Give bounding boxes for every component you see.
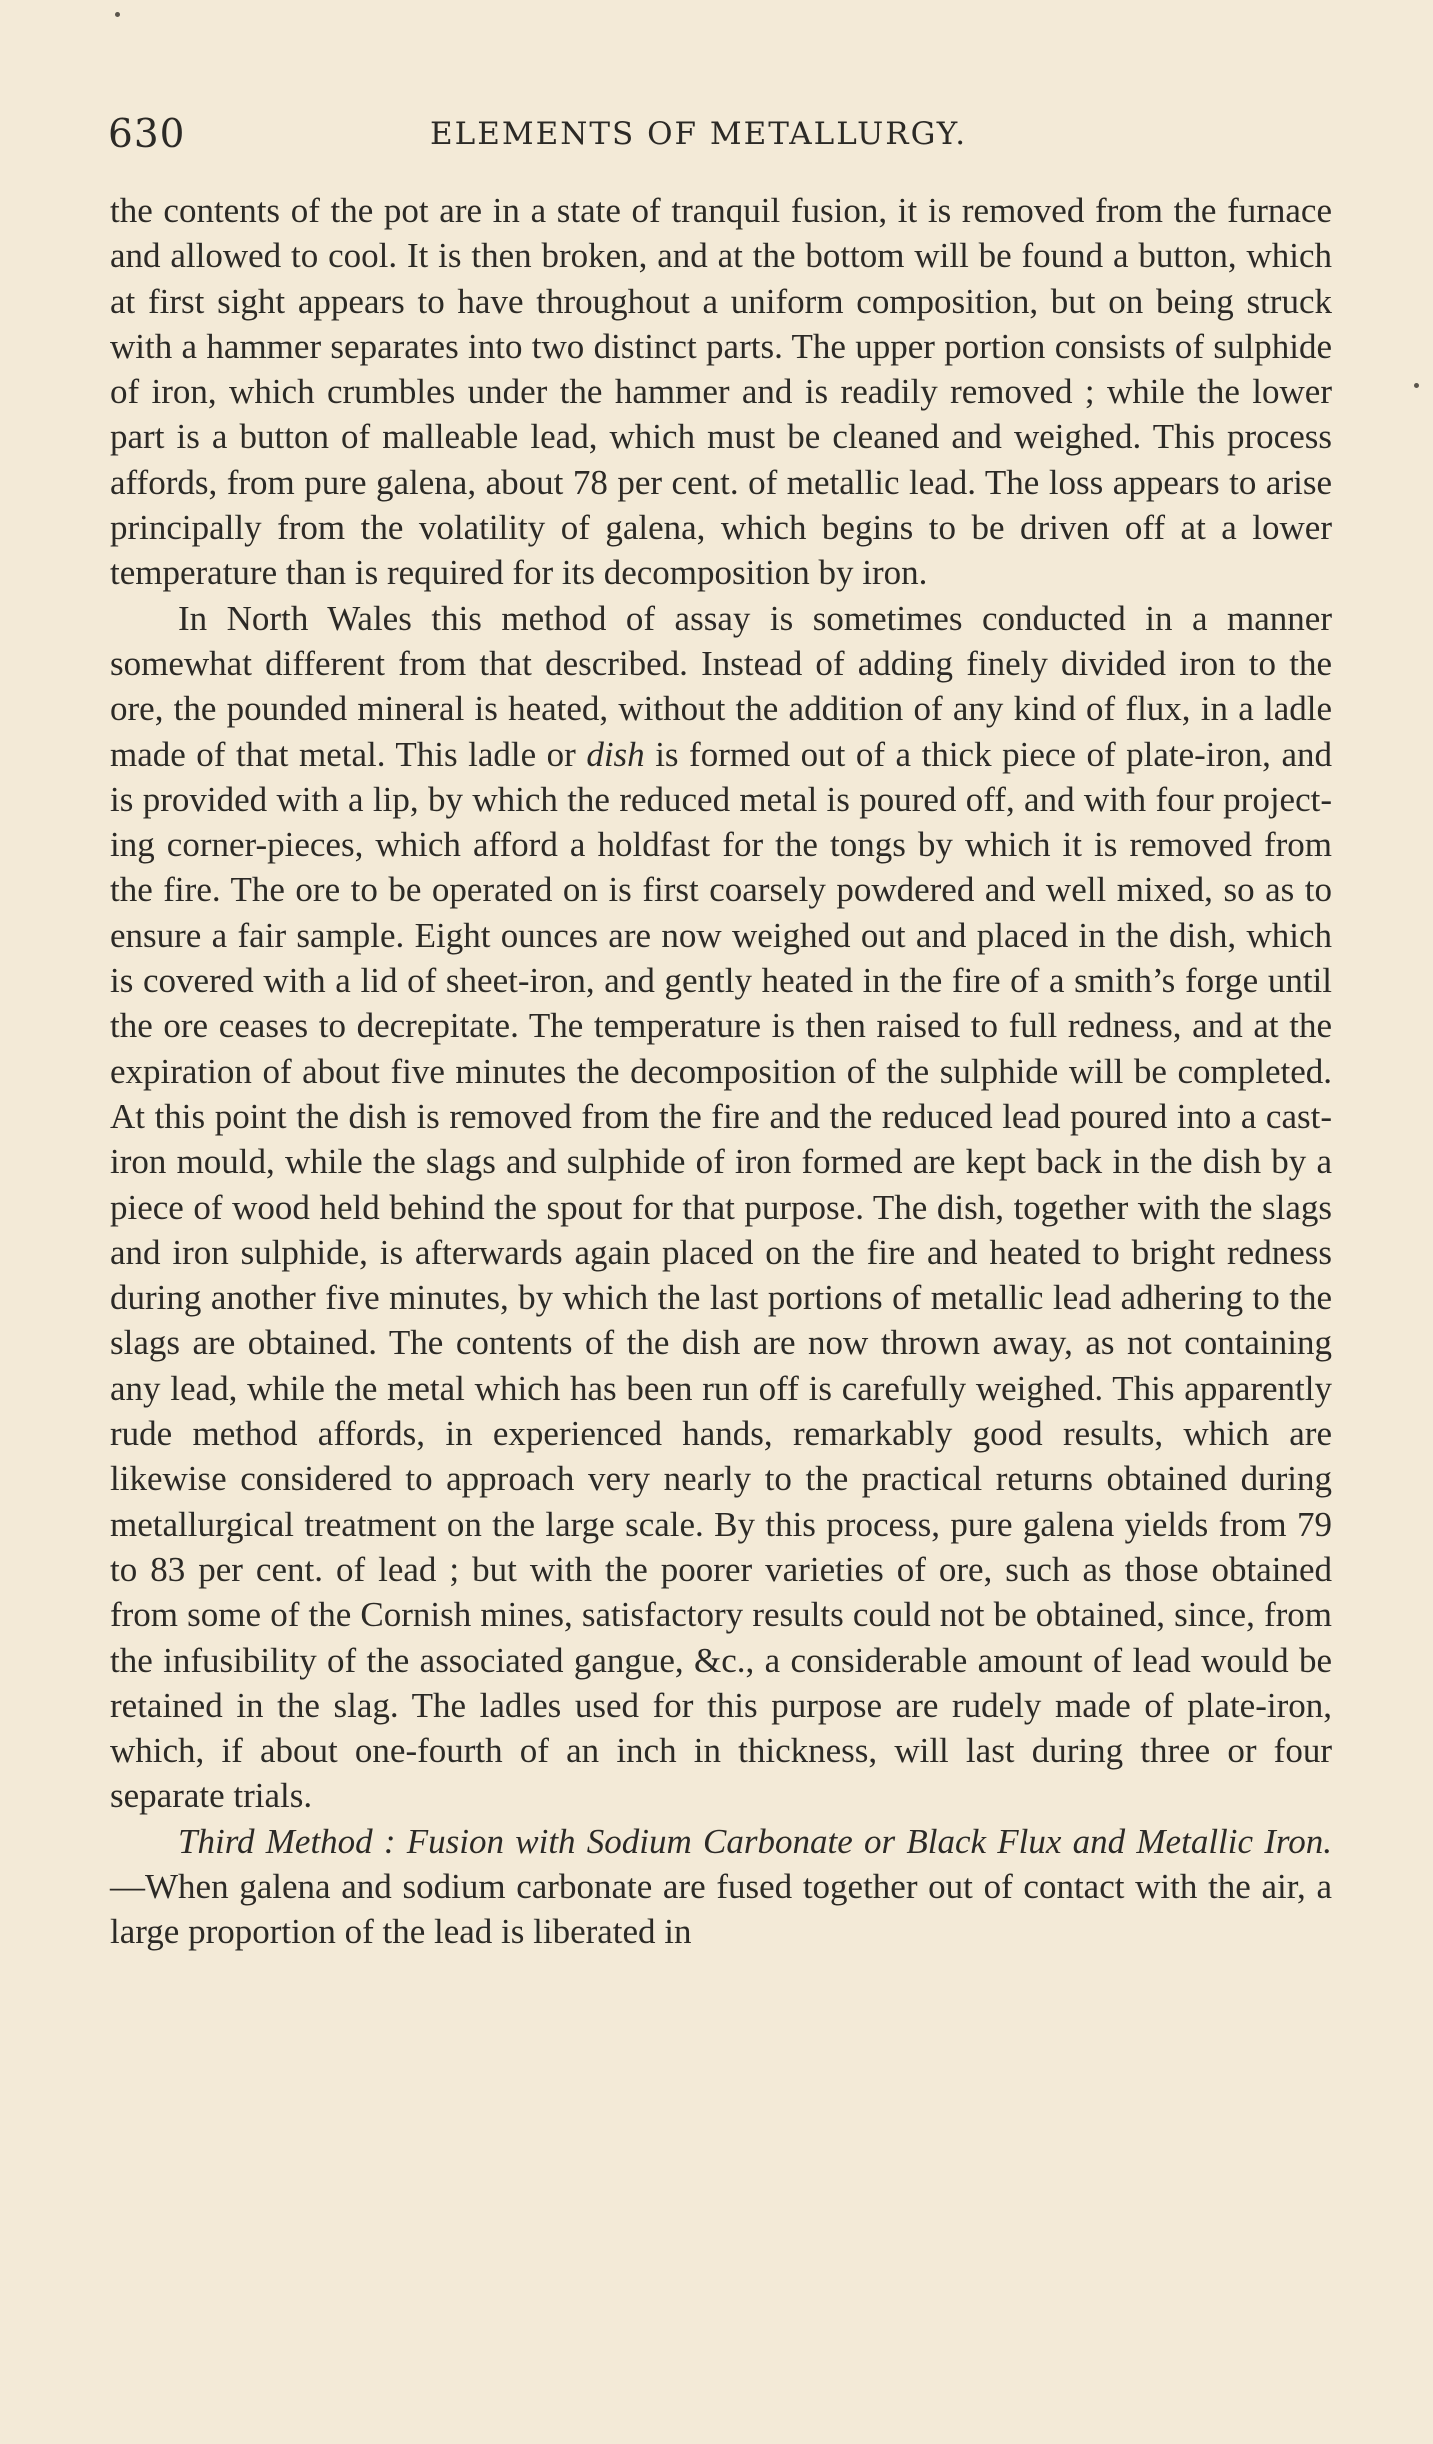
section-run-in-heading: Third Method : Fusion with Sodium Carbonate or Black Flux and Metallic Iron. — [178, 1821, 1332, 1861]
speck-mark — [1414, 383, 1419, 388]
paragraph-text: is formed out of a thick piece of plate-iron, and is provided with a lip, by which the reduced metal is poured off, and with four projecting corner-pieces, which afford a holdfast for the tongs by which it is removed from the fire. The ore to be operated on is first coarsely powdered and well mixed, so as to ensure a fair sample. Eight ounces are now weighed out and placed in the dish, which is covered with a lid of sheet-iron, and gently heated in the fire of a smith’s forge until the ore ceases to decrepitate. The temperature is then raised to full redness, and at the expiration of about five minutes the decomposition of the sulphide will be completed. At this point the dish is removed from the fire and the reduced lead poured into a cast-iron mould, while the slags and sulphide of iron formed are kept back in the dish by a piece of wood held behind the spout for that purpose. The dish, together with the slags and iron sulphide, is afterwards again placed on the fire and heated to bright redness during another five minutes, by which the last portions of metallic lead adhering to the slags are obtained. The contents of the dish are now thrown away, as not containing any lead, while the metal which has been run off is carefully weighed. This apparently rude method affords, in experienced hands, remarkably good results, which are likewise considered to approach very nearly to the practical returns obtained during metallurgical treatment on the large scale. By this process, pure galena yields from 79 to 83 per cent. of lead ; but with the poorer varieties of ore, such as those obtained from some of the Cornish mines, satisfactory results could not be obtained, since, from the infusibility of the associated gangue, &c., a considerable amount of lead would be retained in the slag. The ladles used for this purpose are rudely made of plate-iron, which, if about one-fourth of an inch in thickness, will last during three or four separate trials. — [110, 734, 1332, 1816]
speck-mark — [115, 12, 120, 17]
italic-term: dish — [586, 734, 645, 774]
body-text — [110, 188, 1332, 1955]
paragraph-third-method — [110, 1819, 1332, 1955]
page-header — [108, 112, 1328, 158]
paragraph-north-wales-method — [110, 596, 1332, 1819]
paragraph-text: In North Wales this method of assay is sometimes conducted in a manner somewhat different from that described. Instead of adding finely divided iron to the ore, the pounded mineral is heated, without the addition of any kind of flux, in a ladle made of that metal. This ladle or — [110, 598, 1332, 774]
running-title: ELEMENTS OF METALLURGY. — [430, 116, 968, 152]
paragraph-text: —When galena and sodium carbonate are fused together out of contact with the air, a large proportion of the lead is liberated in — [110, 1866, 1332, 1952]
page-number: 630 — [108, 112, 186, 157]
paragraph-continuation: the contents of the pot are in a state of tranquil fusion, it is removed from the furnace and allowed to cool. It is then broken, and at the bottom will be found a button, which at first sight appears to have throughout a uniform composition, but on being struck with a hammer separates into two distinct parts. The upper portion consists of sulphide of iron, which crumbles under the hammer and is readily removed ; while the lower part is a button of malleable lead, which must be cleaned and weighed. This process affords, from pure galena, about 78 per cent. of metallic lead. The loss appears to arise principally from the volatility of galena, which begins to be driven off at a lower temperature than is required for its decomposition by iron. — [110, 191, 1332, 593]
